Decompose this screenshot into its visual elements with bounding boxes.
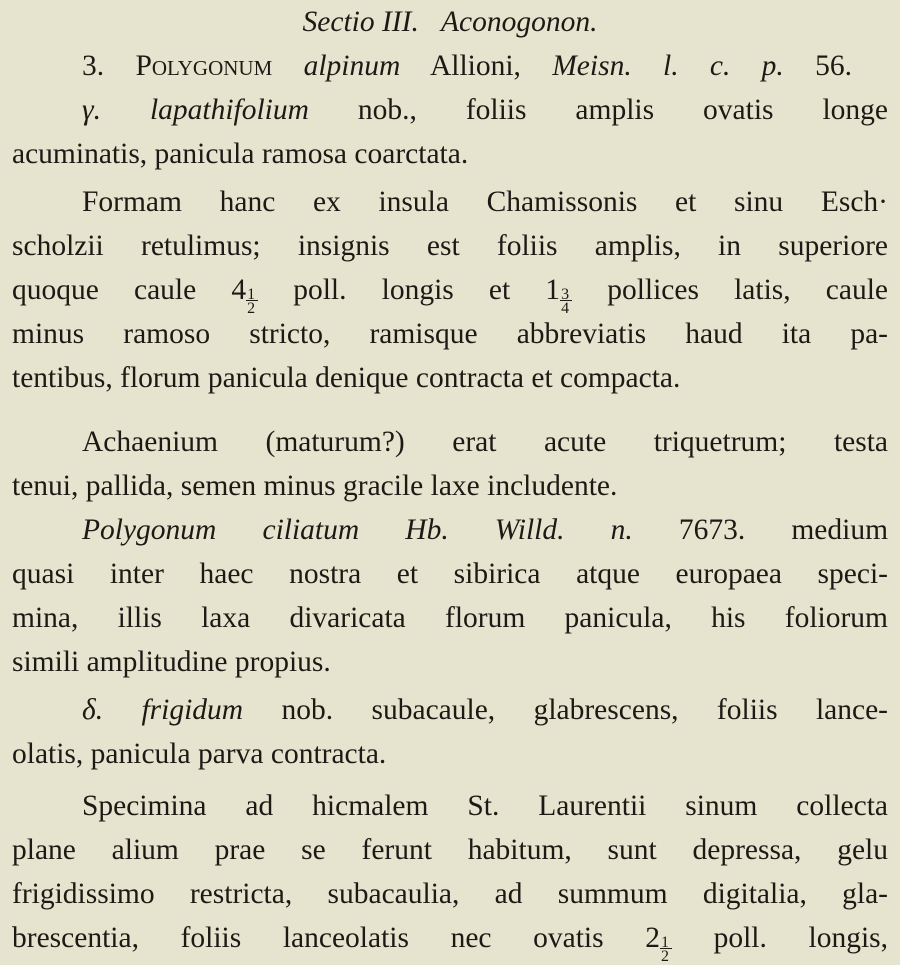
species-genus: Polygonum [135, 50, 273, 82]
paragraph-line: frigidissimo restricta, subacaulia, ad summum digitalia, gla- [12, 878, 888, 910]
paragraph-line: tentibus, florum panicula denique contracta et compacta. [12, 362, 681, 394]
variety-gamma-letter: γ. [82, 94, 101, 126]
species-header [82, 44, 852, 88]
variety-delta-line1: δ. frigidum nob. subacaule, glabrescens, foliis lance- [82, 694, 889, 726]
section-name: Aconogonon. [440, 6, 598, 38]
paragraph-line: scholzii retulimus; insignis est foliis amplis, in superiore [12, 230, 888, 262]
paragraph-line: quasi inter haec nostra et sibirica atque europaea speci- [12, 558, 888, 590]
species-reference: Meisn. l. c. p. [552, 50, 784, 82]
species-author: Allioni, [429, 50, 521, 82]
paragraph-line: Specimina ad hicmalem St. Laurentii sinum collecta [82, 790, 888, 822]
paragraph-line: plane alium prae se ferunt habitum, sunt depressa, gelu [12, 834, 888, 866]
paragraph-line: Formam hanc ex insula Chamissonis et sinu Esch· [82, 186, 888, 218]
variety-delta-letter: δ. [82, 694, 104, 726]
paragraph-line: tenui, pallida, semen minus gracile laxe includente. [12, 470, 618, 502]
paragraph-line: Achaenium (maturum?) erat acute triquetrum; testa [82, 426, 888, 458]
species-page: 56. [815, 50, 852, 82]
section-heading [12, 0, 888, 44]
paragraph-line: mina, illis laxa divaricata florum panicula, his foliorum [12, 602, 888, 634]
paragraph-line: simili amplitudine propius. [12, 646, 331, 678]
variety-gamma-line2: acuminatis, panicula ramosa coarctata. [12, 138, 469, 170]
species-number: 3. [82, 50, 105, 82]
variety-delta-name: frigidum [141, 694, 244, 726]
paragraph-line-fraction: brescentia, foliis lanceolatis nec ovatis 2 $\frac{1}{2}$ poll. longis, [12, 922, 888, 965]
variety-delta-line2: olatis, panicula parva contracta. [12, 738, 387, 770]
synonym-citation: Polygonum ciliatum Hb. Willd. n. [82, 514, 633, 546]
species-epithet: alpinum [303, 50, 401, 82]
section-number: Sectio III. [302, 6, 419, 38]
paragraph-line-fractions: quoque caule 4 $\frac{1}{2}$ poll. longis et 1 $\frac{3}{4}$ pollices latis, caule [12, 274, 888, 317]
synonym-line: Polygonum ciliatum Hb. Willd. n. 7673. medium [82, 514, 889, 546]
paragraph-line: minus ramoso stricto, ramisque abbreviatis haud ita pa- [12, 318, 888, 350]
variety-gamma-name: lapathifolium [149, 94, 309, 126]
variety-gamma-line1: γ. lapathifolium nob., foliis amplis ovatis longe [82, 94, 889, 126]
